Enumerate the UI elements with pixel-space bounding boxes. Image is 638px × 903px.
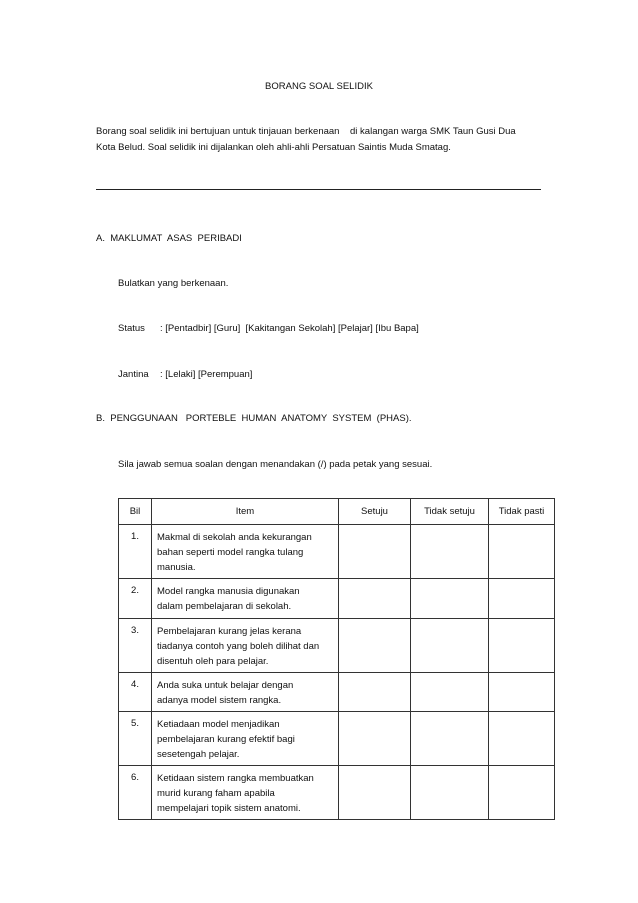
row-item — [152, 525, 339, 579]
form-title: BORANG SOAL SELIDIK — [265, 81, 373, 92]
answer-tidak-setuju-cell[interactable] — [411, 619, 489, 673]
header-tidak-pasti: Tidak pasti — [489, 499, 555, 525]
item-text: disentuh oleh para pelajar. — [157, 656, 269, 667]
jantina-options[interactable]: : [Lelaki] [Perempuan] — [160, 369, 253, 380]
table-row — [119, 712, 555, 766]
item-text: Makmal di sekolah anda kekurangan — [157, 532, 312, 543]
intro-paragraph — [96, 124, 546, 156]
answer-tidak-setuju-cell[interactable] — [411, 673, 489, 712]
answer-setuju-cell[interactable] — [339, 525, 411, 579]
row-item — [152, 712, 339, 766]
header-bil: Bil — [119, 499, 152, 525]
table-header-row — [119, 499, 555, 525]
table-row — [119, 766, 555, 820]
jantina-label: Jantina — [118, 369, 149, 380]
table-row — [119, 673, 555, 712]
row-number: 1. — [119, 525, 152, 579]
answer-tidak-setuju-cell[interactable] — [411, 579, 489, 619]
answer-tidak-setuju-cell[interactable] — [411, 766, 489, 820]
answer-setuju-cell[interactable] — [339, 619, 411, 673]
item-text: Ketiadaan model menjadikan — [157, 719, 280, 730]
item-text: manusia. — [157, 562, 196, 573]
item-text: sesetengah pelajar. — [157, 749, 240, 760]
item-text: adanya model sistem rangka. — [157, 695, 282, 706]
item-text: dalam pembelajaran di sekolah. — [157, 601, 292, 612]
row-number: 5. — [119, 712, 152, 766]
item-text: pembelajaran kurang efektif bagi — [157, 734, 295, 745]
row-item — [152, 766, 339, 820]
section-a-instruction: Bulatkan yang berkenaan. — [118, 278, 229, 289]
header-setuju: Setuju — [339, 499, 411, 525]
row-number: 4. — [119, 673, 152, 712]
table-row — [119, 579, 555, 619]
section-a-heading: A. MAKLUMAT ASAS PERIBADI — [96, 233, 242, 244]
row-number: 6. — [119, 766, 152, 820]
intro-line-1: Borang soal selidik ini bertujuan untuk tinjauan berkenaan di kalangan warga SMK Taun Gusi Dua — [96, 126, 516, 137]
answer-tidak-pasti-cell[interactable] — [489, 525, 555, 579]
answer-tidak-pasti-cell[interactable] — [489, 712, 555, 766]
row-number: 3. — [119, 619, 152, 673]
answer-setuju-cell[interactable] — [339, 579, 411, 619]
row-item — [152, 673, 339, 712]
answer-tidak-pasti-cell[interactable] — [489, 579, 555, 619]
answer-setuju-cell[interactable] — [339, 712, 411, 766]
answer-tidak-pasti-cell[interactable] — [489, 673, 555, 712]
answer-tidak-pasti-cell[interactable] — [489, 766, 555, 820]
section-b-instruction: Sila jawab semua soalan dengan menandakan (/) pada petak yang sesuai. — [118, 459, 433, 470]
item-text: Anda suka untuk belajar dengan — [157, 680, 294, 691]
status-options[interactable]: : [Pentadbir] [Guru] [Kakitangan Sekolah] [Pelajar] [Ibu Bapa] — [160, 323, 419, 334]
table-row — [119, 525, 555, 579]
item-text: Model rangka manusia digunakan — [157, 586, 300, 597]
intro-line-2: Kota Belud. Soal selidik ini dijalankan oleh ahli-ahli Persatuan Saintis Muda Smatag. — [96, 142, 451, 153]
item-text: bahan seperti model rangka tulang — [157, 547, 304, 558]
answer-tidak-setuju-cell[interactable] — [411, 525, 489, 579]
header-item: Item — [152, 499, 339, 525]
answer-tidak-setuju-cell[interactable] — [411, 712, 489, 766]
row-item — [152, 619, 339, 673]
header-tidak-setuju: Tidak setuju — [411, 499, 489, 525]
answer-tidak-pasti-cell[interactable] — [489, 619, 555, 673]
item-text: murid kurang faham apabila — [157, 788, 275, 799]
table-row — [119, 619, 555, 673]
item-text: mempelajari topik sistem anatomi. — [157, 803, 301, 814]
divider-line — [96, 189, 541, 190]
status-label: Status — [118, 323, 145, 334]
row-item — [152, 579, 339, 619]
item-text: tiadanya contoh yang boleh dilihat dan — [157, 641, 320, 652]
answer-setuju-cell[interactable] — [339, 766, 411, 820]
section-b-heading: B. PENGGUNAAN PORTEBLE HUMAN ANATOMY SYSTEM (PHAS). — [96, 413, 412, 424]
item-text: Pembelajaran kurang jelas kerana — [157, 626, 302, 637]
item-text: Ketidaan sistem rangka membuatkan — [157, 773, 314, 784]
row-number: 2. — [119, 579, 152, 619]
questionnaire-table — [118, 498, 555, 820]
answer-setuju-cell[interactable] — [339, 673, 411, 712]
